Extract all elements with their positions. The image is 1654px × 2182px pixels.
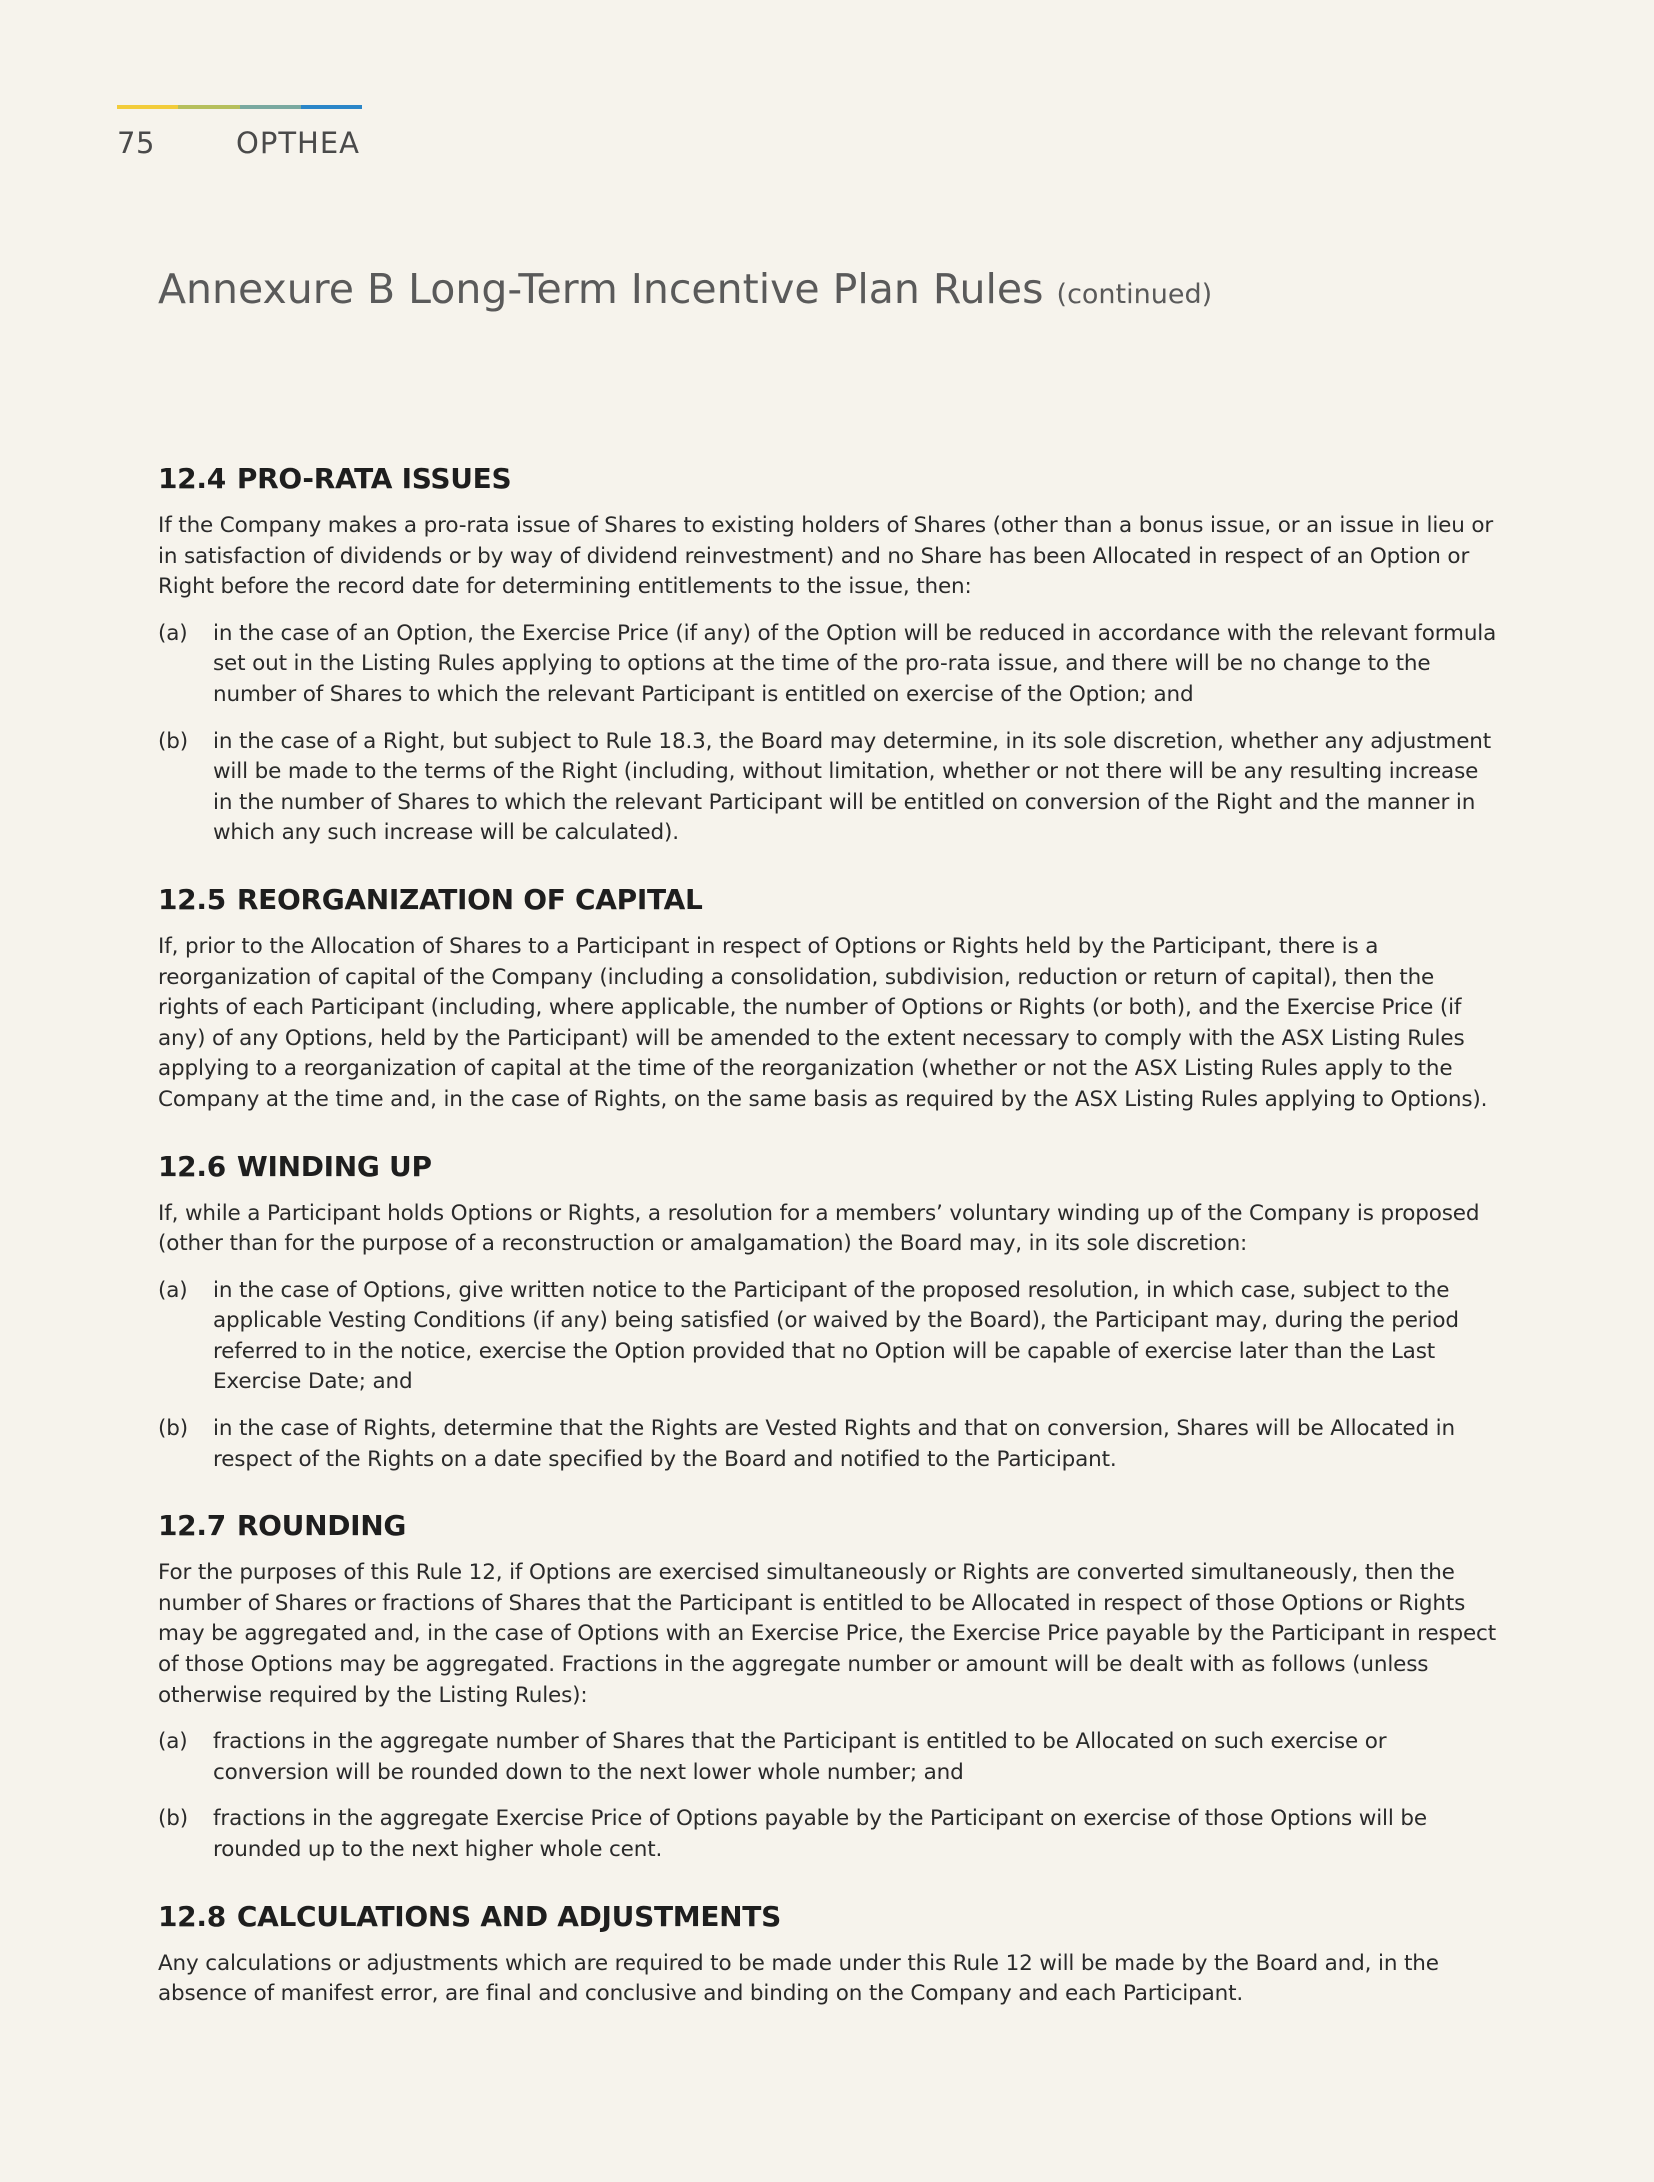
document-body: [158, 462, 1498, 2044]
list-item-text: fractions in the aggregate Exercise Price of Options payable by the Participant on exercise of those Options will be rounded up to the next higher whole cent.: [213, 1806, 1427, 1862]
section: [158, 1509, 1498, 1865]
section-heading: [158, 1509, 1498, 1542]
list-item-text: in the case of Options, give written notice to the Participant of the proposed resolution, in which case, subject to the applicable Vesting Conditions (if any) being satisfied (or waived by the Board), the Participant may, during the period referred to in the notice, exercise the Option provided that no Option will be capable of exercise later than the Last Exercise Date; and: [213, 1277, 1459, 1395]
list-item: [158, 1276, 1498, 1398]
section-number: 12.6: [158, 1149, 226, 1183]
section-paragraph: Any calculations or adjustments which are required to be made under this Rule 12 will be made by the Board and, in the absence of manifest error, are final and conclusive and binding on the Company and each Participant.: [158, 1950, 1439, 2007]
list-item-label: (b): [158, 1806, 188, 1832]
list-item-text: in the case of Rights, determine that the Rights are Vested Rights and that on conversion, Shares will be Allocated in respect of the Rights on a date specified by the Board and notified to the Participant.: [213, 1416, 1455, 1472]
section-heading: [158, 1150, 1498, 1183]
list-item-label: (a): [158, 1729, 188, 1755]
section-number: 12.7: [158, 1509, 226, 1543]
section-heading: [158, 1900, 1498, 1933]
list-item: [158, 619, 1498, 711]
list-item-label: (b): [158, 1416, 188, 1442]
section-heading-text: WINDING UP: [236, 1149, 432, 1183]
list-item: [158, 1414, 1498, 1475]
list-item-label: (a): [158, 1277, 188, 1303]
list-item-label: (a): [158, 620, 188, 646]
page-title-suffix: (continued): [1056, 279, 1213, 310]
list-item-text: fractions in the aggregate number of Shares that the Participant is entitled to be Allocated on such exercise or conversion will be rounded down to the next lower whole number; and: [213, 1729, 1387, 1785]
section-heading-text: CALCULATIONS AND ADJUSTMENTS: [236, 1899, 781, 1933]
section-heading: [158, 883, 1498, 916]
accent-segment: [117, 105, 178, 109]
accent-segment: [301, 105, 362, 109]
section-heading-text: PRO-RATA ISSUES: [236, 462, 512, 495]
page-number: 75: [117, 126, 155, 160]
section: [158, 462, 1498, 849]
section-heading-text: ROUNDING: [236, 1509, 407, 1543]
list-item: [158, 1727, 1498, 1788]
page-title-main: Annexure B Long-Term Incentive Plan Rules: [158, 265, 1044, 313]
section-paragraph: If the Company makes a pro-rata issue of Shares to existing holders of Shares (other than a bonus issue, or an issue in lieu or in satisfaction of dividends or by way of dividend reinvestment) and no Share has been Allocated in respect of an Option or Right before the record date for determining entitlements to the issue, then:: [158, 513, 1494, 600]
page-title: [158, 265, 1212, 313]
list-item: [158, 1804, 1498, 1865]
section: [158, 1150, 1498, 1476]
section-number: 12.4: [158, 462, 226, 495]
accent-segment: [240, 105, 301, 109]
list-item-text: in the case of an Option, the Exercise Price (if any) of the Option will be reduced in accordance with the relevant formula set out in the Listing Rules applying to options at the time of the pro-rata issue, and there will be no change to the number of Shares to which the relevant Participant is entitled on exercise of the Option; and: [213, 620, 1497, 707]
accent-segment: [178, 105, 239, 109]
section-number: 12.8: [158, 1899, 226, 1933]
list-item-label: (b): [158, 728, 188, 754]
section: [158, 1900, 1498, 2010]
list-item: [158, 727, 1498, 849]
list-item-text: in the case of a Right, but subject to Rule 18.3, the Board may determine, in its sole discretion, whether any adjustment will be made to the terms of the Right (including, without limitation, whether or not there will be any resulting increase in the number of Shares to which the relevant Participant will be entitled on conversion of the Right and the manner in which any such increase will be calculated).: [213, 728, 1492, 846]
section-paragraph: If, while a Participant holds Options or Rights, a resolution for a members’ voluntary winding up of the Company is proposed (other than for the purpose of a reconstruction or amalgamation) the Board may, in its sole discretion:: [158, 1200, 1480, 1257]
section-paragraph: If, prior to the Allocation of Shares to a Participant in respect of Options or Rights held by the Participant, there is a reorganization of capital of the Company (including a consolidation, subdivision, reduction or return of capital), then the rights of each Participant (including, where applicable, the number of Options or Rights (or both), and the Exercise Price (if any) of any Options, held by the Participant) will be amended to the extent necessary to comply with the ASX Listing Rules applying to a reorganization of capital at the time of the reorganization (whether or not the ASX Listing Rules apply to the Company at the time and, in the case of Rights, on the same basis as required by the ASX Listing Rules applying to Options).: [158, 933, 1488, 1112]
brand-logo: OPTHEA: [236, 126, 360, 160]
section: [158, 883, 1498, 1116]
section-heading: [158, 462, 1498, 495]
section-heading-text: REORGANIZATION OF CAPITAL: [236, 882, 703, 916]
section-number: 12.5: [158, 882, 226, 916]
section-paragraph: For the purposes of this Rule 12, if Options are exercised simultaneously or Rights are converted simultaneously, then the number of Shares or fractions of Shares that the Participant is entitled to be Allocated in respect of those Options or Rights may be aggregated and, in the case of Options with an Exercise Price, the Exercise Price payable by the Participant in respect of those Options may be aggregated. Fractions in the aggregate number or amount will be dealt with as follows (unless otherwise required by the Listing Rules):: [158, 1560, 1496, 1708]
accent-bar: [117, 105, 362, 109]
